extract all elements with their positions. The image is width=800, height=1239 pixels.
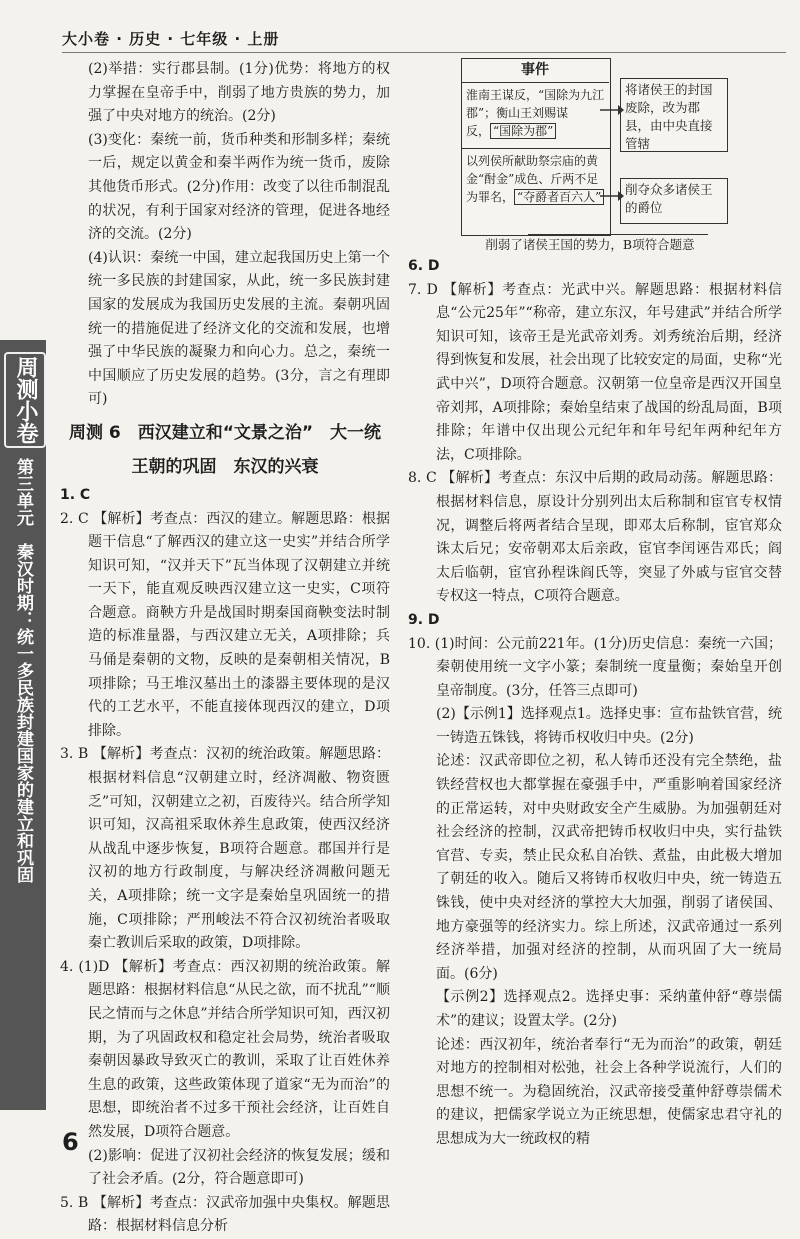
diagram-arrows bbox=[600, 100, 624, 210]
answer-paragraph: 论述：汉武帝即位之初，私人铸币还没有完全禁绝，盐铁经营权也大都掌握在豪强手中，严重影响着国家经济的正常运转，对中央财政安全产生威胁。为加强朝廷对社会经济的控制，汉武帝把铸币权收归中央，实行盐铁官营、专卖，禁止民众私自冶铁、煮盐，由此极大增加了朝廷的收入。随后又将铸币权收归中央，统一铸造五铢钱，使中央对经济的掌控大大加强，削弱了诸侯国、地方豪强等的经济实力。综上所述，汉武帝通过一系列经济举措，加强对经济的控制，从而巩固了大一统局面。(6分) bbox=[436, 753, 782, 982]
answer-item: 7. D 【解析】考查点：光武中兴。解题思路：根据材料信息“公元25年”“称帝，建立东汉，年号建武”并结合所学知识可知，该帝王是光武帝刘秀。刘秀统治后期，经济得到恢复和发展，社会出现了比较安定的局面，史称“光武中兴”，D项符合题意。汉朝第一位皇帝是西汉开国皇帝刘邦，A项排除；秦始皇结束了战国的纷乱局面，B项排除；年谱中仅出现公元纪年和年号纪年两种纪年方法，C项排除。 bbox=[408, 281, 782, 463]
answer-paragraph: (4)认识：秦统一中国，建立起我国历史上第一个统一多民族的封建国家，从此，统一多民族封建国家的发展成为我国历史发展的主流。秦朝巩固统一的措施促进了经济文化的交流和发展，也增强了中华民族的凝聚力和向心力。总之，秦统一中国顺应了历史发展的趋势。(3分，言之有理即可) bbox=[88, 249, 390, 408]
header-divider bbox=[62, 52, 786, 53]
answer-paragraph: 论述：西汉初年，统治者奉行“无为而治”的政策，朝廷对地方的控制相对松弛，社会上各种学说流行，人们的思想不统一。为稳固统治，汉武帝接受董仲舒尊崇儒术的建议，把儒家学说立为正统思想，使儒家忠君守礼的思想成为大一统政权的精 bbox=[436, 1036, 782, 1147]
answer-paragraph: (2)【示例1】选择观点1。选择史事：宣布盐铁官营，统一铸造五铢钱，将铸币权收归中央。(2分) bbox=[436, 706, 782, 746]
side-tab-label: 周测小卷 bbox=[4, 352, 46, 448]
side-unit-title: 第三单元 秦汉时期：统一多民族封建国家的建立和巩固 bbox=[13, 458, 33, 883]
answer-item: 3. B 【解析】考查点：汉初的统治政策。解题思路：根据材料信息“汉朝建立时，经济凋敝、物资匮乏”可知，汉朝建立之初，百废待兴。结合所学知识可知，汉高祖采取休养生息政策，使西汉经济从战乱中逐步恢复，B项符合题意。郡国并行是汉初的地方行政制度，与解决经济凋敝问题无关，A项排除；统一文字是秦始皇巩固统一的措施，C项排除；严刑峻法不符合汉初统治者吸取秦亡教训后采取的政策，D项排除。 bbox=[60, 746, 390, 952]
event-box-heading: 事件 bbox=[461, 58, 609, 83]
answer-item: 6. D bbox=[408, 258, 440, 274]
answer-paragraph: (2)举措：实行郡县制。(1分)优势：将地方的权力掌握在皇帝手中，削弱了地方贵族的势力，加强了中央对地方的统治。(2分) bbox=[88, 61, 390, 125]
running-header: 大小卷 · 历史 · 七年级 · 上册 bbox=[62, 30, 280, 48]
answer-item: 9. D bbox=[408, 611, 440, 628]
event-1-highlight: “国除为郡” bbox=[490, 123, 556, 139]
page-number: 6 bbox=[62, 1128, 79, 1156]
section-title-line2: 王朝的巩固 东汉的兴衰 bbox=[131, 456, 319, 477]
result-box-2: 削夺众多诸侯王的爵位 bbox=[620, 178, 728, 224]
diagram-conclusion: 削弱了诸侯王国的势力，B项符合题意 bbox=[485, 237, 695, 252]
event-divider bbox=[461, 148, 611, 149]
answer-item: 10. (1)时间：公元前221年。(1分)历史信息：秦统一六国；秦朝使用统一文字小篆；秦制统一度量衡；秦始皇开创皇帝制度。(3分，任答三点即可) bbox=[408, 635, 782, 699]
right-column bbox=[408, 255, 782, 1152]
section-title-line1: 周测 6 西汉建立和“文景之治” 大一统 bbox=[68, 422, 382, 443]
answer-paragraph: (3)变化：秦统一前，货币种类和形制多样；秦统一后，规定以黄金和秦半两作为统一货币，废除其他货币形式。(2分)作用：改变了以往币制混乱的状况，有利于国家对经济的管理，促进各地经济的交流。(2分) bbox=[88, 131, 390, 243]
left-column bbox=[60, 58, 390, 1239]
answer-item: 1. C bbox=[60, 486, 91, 503]
answer-item: 2. C 【解析】考查点：西汉的建立。解题思路：根据题干信息“了解西汉的建立这一史实”并结合所学知识可知，“汉并天下”瓦当体现了汉朝建立并统一天下，能直观反映西汉建立这一史实，C项符合题意。商鞅方升是战国时期秦国商鞅变法时制造的标准量器，与西汉建立无关，A项排除；兵马俑是秦朝的文物，反映的是秦朝相关情况，B项排除；马王堆汉墓出土的漆器主要体现的是汉代的工艺水平，不能直接体现西汉的建立，D项排除。 bbox=[60, 510, 390, 739]
bracket-line bbox=[528, 234, 708, 235]
answer-item: 8. C 【解析】考查点：东汉中后期的政局动荡。解题思路：根据材料信息，原设计分别列出太后称制和宦官专权情况，调整后将两者结合呈现，即邓太后称制，宦官郑众诛太后兄；安帝朝邓太后亲政，宦官李闰诬告邓氏；阎太后临朝，宦官孙程诛阎氏等，突显了外戚与宦官交替专权这一特点，C项符合题意。 bbox=[408, 470, 782, 605]
event-2-highlight: “夺爵者百六人” bbox=[514, 189, 604, 205]
result-box-1: 将诸侯王的封国废除，改为郡县，由中央直接管辖 bbox=[620, 78, 728, 152]
event-box bbox=[461, 58, 611, 236]
answer-paragraph: 【示例2】选择观点2。选择史事：采纳董仲舒“尊崇儒术”的建议；设置太学。(2分) bbox=[436, 989, 782, 1029]
answer-item: 4. (1)D 【解析】考查点：西汉初期的统治政策。解题思路：根据材料信息“从民之欲，而不扰乱”“顺民之情而与之休息”并结合所学知识可知，西汉初期，为了巩固政权和稳定社会局势，统治者吸取秦朝因暴政导致灭亡的教训，采取了让百姓休养生息的政策，这些政策体现了道家“无为而治”的思想，即统治者不过多干预社会经济，让百姓自然发展，D项符合题意。 bbox=[60, 958, 390, 1140]
event-2: 以列侯所献助祭宗庙的黄金“酎金”成色、斤两不足为罪名， “夺爵者百六人” bbox=[466, 152, 606, 206]
event-1: 淮南王谋反，“国除为九江郡”；衡山王刘赐谋反， “国除为郡” bbox=[466, 88, 605, 138]
answer-item: 5. B 【解析】考查点：汉武帝加强中央集权。解题思路：根据材料信息分析 bbox=[60, 1194, 390, 1235]
answer-paragraph: (2)影响：促进了汉初社会经济的恢复发展；缓和了社会矛盾。(2分，符合题意即可) bbox=[88, 1147, 390, 1188]
